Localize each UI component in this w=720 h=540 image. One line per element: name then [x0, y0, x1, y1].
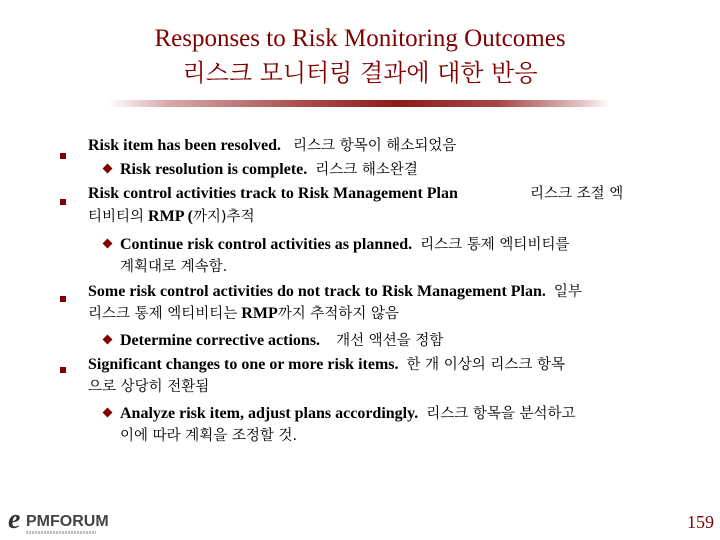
sub-item-4-en: Analyze risk item, adjust plans accordingly.	[120, 405, 419, 422]
item-2-ko: 리스크 조절 엑	[530, 186, 624, 202]
diamond-bullet-icon	[103, 408, 113, 418]
square-bullet-icon	[60, 296, 66, 302]
bullet-item-4	[88, 353, 668, 377]
logo-subline	[26, 531, 96, 534]
sub-item-4-ko-line2: 이에 따라 계획을 조정할 것.	[120, 428, 298, 444]
bullet-item-3	[88, 280, 668, 304]
sub-item-4-line-2	[120, 424, 665, 448]
sub-item-1-ko: 리스크 해소완결	[315, 162, 418, 178]
item-1-ko: 리스크 항목이 해소되었음	[293, 138, 457, 154]
diamond-bullet-icon	[103, 335, 113, 345]
bullet-item-3-line-2	[88, 302, 668, 326]
bullet-item-1	[88, 134, 668, 158]
sub-item-4	[120, 402, 665, 426]
sub-item-2	[120, 233, 665, 257]
square-bullet-icon	[60, 199, 66, 205]
sub-item-3-en: Determine corrective actions.	[120, 332, 321, 349]
item-2-ko-line2: 티비티의	[88, 209, 145, 225]
item-2-ko-line2b: 까지)추적	[192, 209, 255, 225]
item-1-en: Risk item has been resolved.	[88, 137, 282, 154]
sub-item-2-en: Continue risk control activities as planned.	[120, 236, 413, 253]
item-4-en: Significant changes to one or more risk items.	[88, 356, 399, 373]
sub-item-2-line-2	[120, 255, 665, 279]
item-3-ko-line2: 리스크 통제 엑티비티는	[88, 306, 238, 322]
sub-item-1	[120, 158, 665, 182]
diamond-bullet-icon	[103, 239, 113, 249]
item-4-ko: 한 개 이상의 리스크 항목	[406, 357, 566, 373]
title-korean: 리스크 모니터링 결과에 대한 반응	[182, 59, 538, 87]
item-3-ko-line2b: 까지 추적하지 않음	[277, 306, 400, 322]
logo-text: PMFORUM	[26, 513, 109, 530]
item-3-ko: 일부	[553, 284, 582, 300]
bullet-item-4-line-2	[88, 375, 668, 399]
bullet-item-2-line-2	[88, 205, 668, 229]
pmforum-logo	[8, 504, 109, 538]
sub-item-2-ko-line2: 계획대로 계속함.	[120, 259, 228, 275]
item-2-en-line2: RMP (	[148, 208, 193, 225]
page-number: 159	[687, 512, 714, 532]
sub-item-4-ko: 리스크 항목을 분석하고	[426, 406, 576, 422]
sub-item-3-ko: 개선 액션을 정함	[336, 333, 444, 349]
item-3-en-line2: RMP	[241, 305, 278, 322]
logo-letter: e	[8, 504, 21, 535]
sub-item-1-en: Risk resolution is complete.	[120, 161, 308, 178]
square-bullet-icon	[60, 367, 66, 373]
bullet-item-2	[88, 182, 668, 206]
item-4-ko-line2: 으로 상당히 전환됨	[88, 379, 210, 395]
item-2-en: Risk control activities track to Risk Management Plan	[88, 185, 458, 202]
diamond-bullet-icon	[103, 164, 113, 174]
title-english: Responses to Risk Monitoring Outcomes	[154, 25, 566, 52]
sub-item-2-ko: 리스크 통제 엑티비티를	[420, 237, 570, 253]
item-3-en: Some risk control activities do not track to Risk Management Plan.	[88, 283, 546, 300]
sub-item-3	[120, 329, 665, 353]
square-bullet-icon	[60, 153, 66, 159]
